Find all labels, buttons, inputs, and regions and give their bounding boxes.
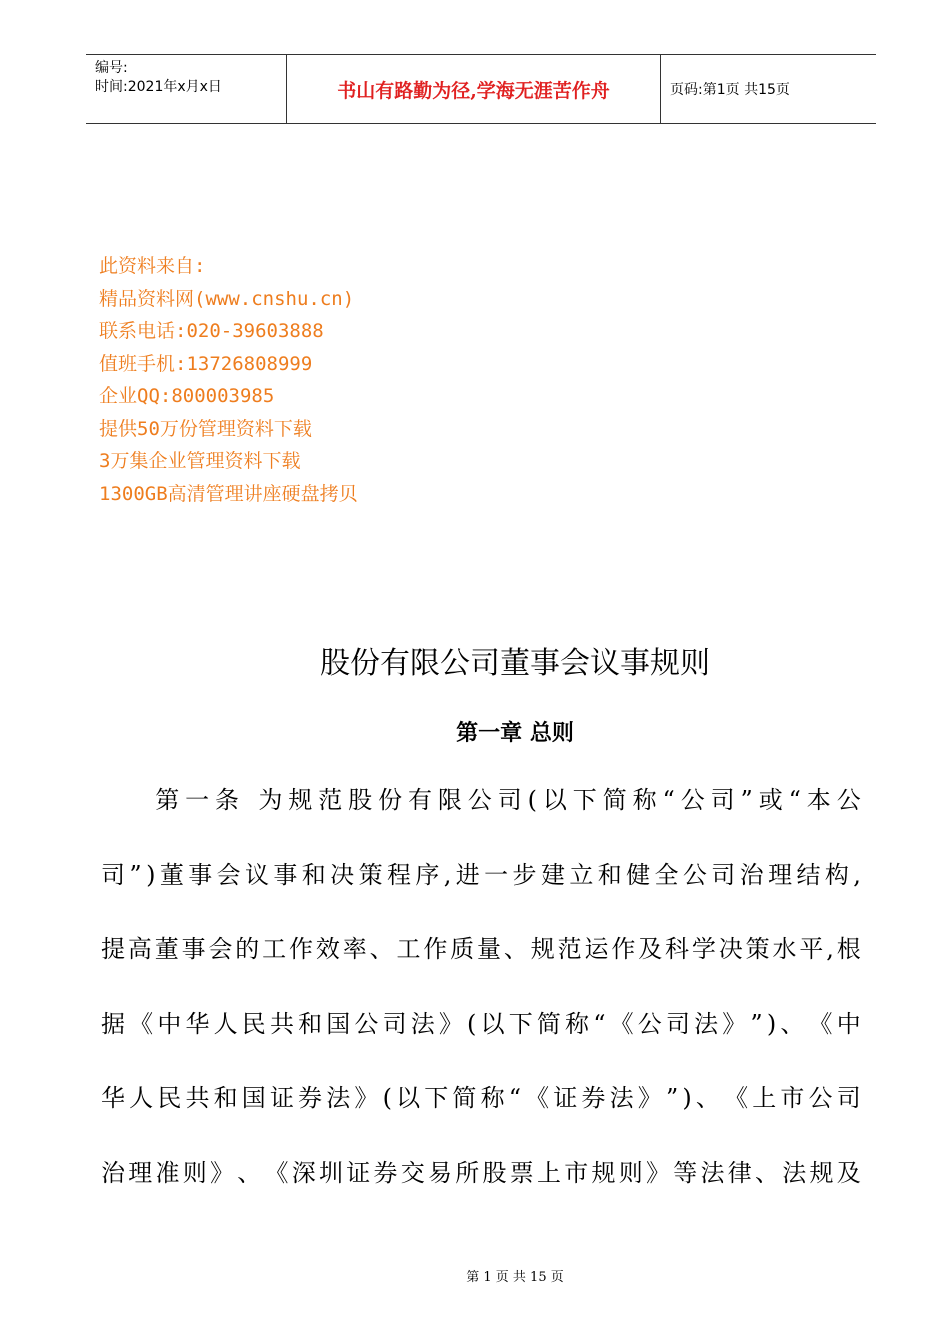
document-title: 股份有限公司董事会议事规则	[320, 646, 710, 681]
header-motto: 书山有路勤为径,学海无涯苦作舟	[287, 55, 661, 123]
source-info-line: 精品资料网(www.cnshu.cn)	[99, 287, 355, 310]
body-line: 第 一 条 为 规 范 股 份 有 限 公 司 ( 以 下 简 称 “ 公 司 ” 或 “ 本 公	[155, 786, 861, 814]
page-header	[86, 54, 876, 124]
source-info-line: 3万集企业管理资料下载	[99, 450, 301, 472]
header-meta	[86, 55, 287, 123]
serial-label: 编号:	[95, 60, 128, 76]
header-page-number: 页码:第1页 共15页	[670, 82, 790, 98]
source-info-line: 联系电话:020-39603888	[99, 320, 324, 342]
source-info-line: 提供50万份管理资料下载	[99, 417, 312, 440]
body-line: 治 理 准 则 》 、 《 深 圳 证 券 交 易 所 股 票 上 市 规 则 》 等 法 律 、 法 规 及	[101, 1158, 861, 1187]
source-info-block	[99, 250, 358, 510]
body-line: 提 高 董 事 会 的 工 作 效 率 、 工 作 质 量 、 规 范 运 作 及 科 学 决 策 水 平 , 根	[101, 935, 861, 963]
source-info-line: 此资料来自:	[99, 255, 206, 277]
body-text	[101, 778, 861, 1225]
body-line: 司 ” ) 董 事 会 议 事 和 决 策 程 序 , 进 一 步 建 立 和 健 全 公 司 治 理 结 构 ,	[101, 860, 861, 889]
body-line: 华 人 民 共 和 国 证 券 法 》 ( 以 下 简 称 “ 《 证 券 法 》 ” ) 、 《 上 市 公 司	[101, 1084, 861, 1112]
source-info-line: 1300GB高清管理讲座硬盘拷贝	[99, 482, 358, 505]
body-line: 据 《 中 华 人 民 共 和 国 公 司 法 》 ( 以 下 简 称 “ 《 公 司 法 》 ” ) 、 《 中	[101, 1009, 861, 1038]
chapter-heading: 第一章 总则	[456, 720, 574, 746]
source-info-line: 值班手机:13726808999	[99, 352, 313, 375]
source-info-line: 企业QQ:800003985	[99, 385, 275, 407]
time-label: 时间:2021年x月x日	[95, 79, 222, 95]
page-footer: 第 1 页 共 15 页	[466, 1270, 564, 1285]
